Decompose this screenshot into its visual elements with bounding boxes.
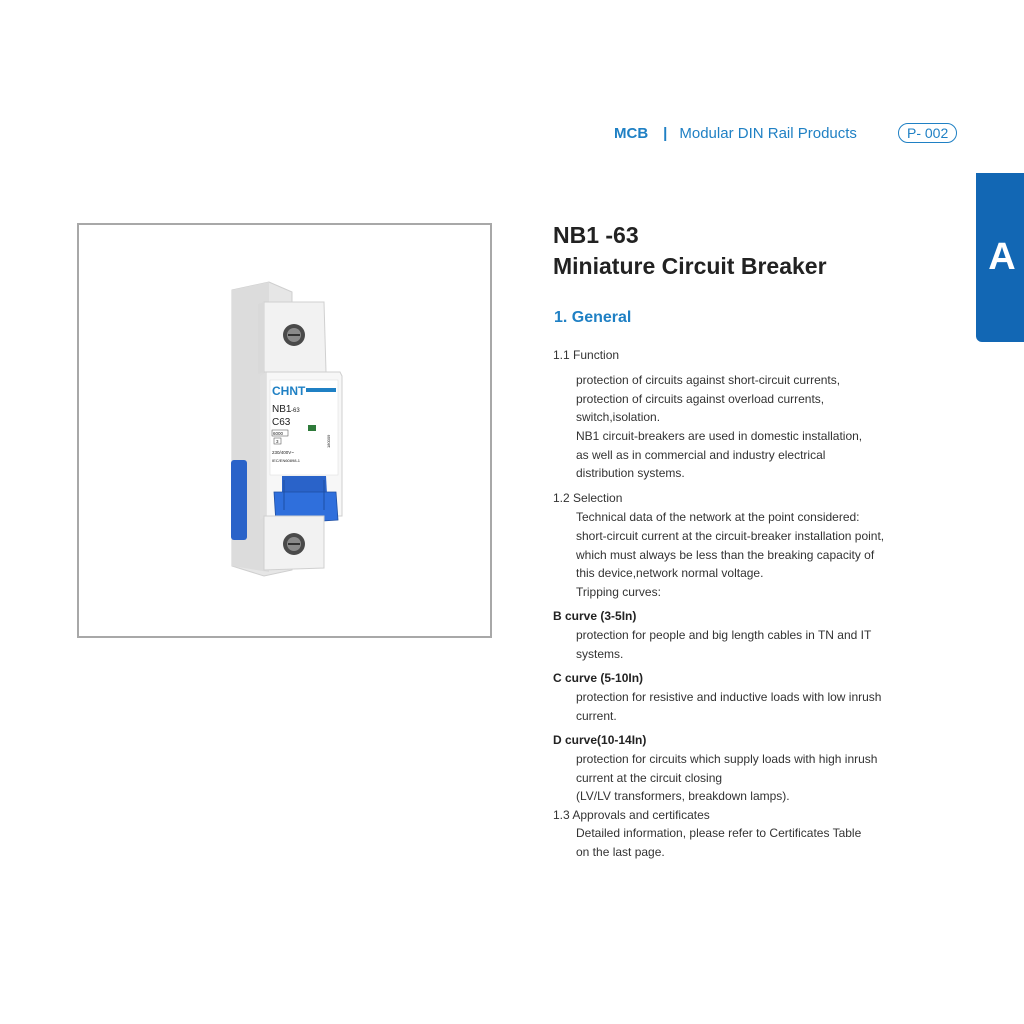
d-curve-line: protection for circuits which supply loads with high inrush: [576, 752, 878, 766]
page-header: [614, 121, 857, 145]
function-line: as well as in commercial and industry electrical: [576, 447, 826, 462]
b-curve-line: systems.: [576, 646, 624, 661]
header-separator: |: [663, 124, 668, 142]
selection-line: this device,network normal voltage.: [576, 566, 764, 580]
function-line: NB1 circuit-breakers are used in domestic installation,: [576, 429, 863, 443]
class-text: 3: [276, 439, 279, 444]
function-line: distribution systems.: [576, 466, 685, 480]
product-subtitle: Miniature Circuit Breaker: [553, 253, 827, 279]
selection-heading: 1.2 Selection: [553, 491, 623, 505]
d-curve-heading: D curve(10-14In): [553, 733, 647, 747]
d-curve-line: current at the circuit closing: [576, 770, 723, 785]
section-tab: [976, 173, 1024, 342]
capacity-text: 6000: [273, 431, 284, 436]
product-image-frame: [77, 223, 492, 638]
code-text: 180009: [326, 434, 331, 448]
function-line: protection of circuits against short-circuit currents,: [576, 373, 841, 387]
selection-line: Tripping curves:: [576, 584, 661, 599]
standard-text: IEC/EN60898-1: [272, 458, 301, 463]
b-curve-line: protection for people and big length cables in TN and IT: [576, 628, 872, 642]
page-number-badge: P- 002: [898, 123, 957, 143]
function-line: switch,isolation.: [576, 410, 661, 424]
brand-text: CHNT: [272, 384, 306, 398]
model-sub-text: -63: [291, 408, 300, 414]
function-heading: 1.1 Function: [553, 348, 620, 362]
voltage-text: 230/400V~: [272, 450, 294, 455]
selection-line: Technical data of the network at the point considered:: [576, 510, 860, 524]
approvals-heading: 1.3 Approvals and certificates: [553, 808, 710, 822]
model-text: NB1: [272, 404, 292, 415]
d-curve-line: (LV/LV transformers, breakdown lamps).: [576, 789, 790, 803]
c-curve-heading: C curve (5-10In): [553, 671, 644, 685]
b-curve-heading: B curve (3-5In): [553, 609, 637, 623]
product-title: NB1 -63: [553, 222, 639, 248]
circuit-breaker-image: [224, 280, 354, 580]
selection-line: short-circuit current at the circuit-breaker installation point,: [576, 529, 885, 543]
approvals-line: Detailed information, please refer to Certificates Table: [576, 826, 862, 840]
function-line: protection of circuits against overload currents,: [576, 391, 825, 406]
c-curve-line: protection for resistive and inductive loads with low inrush: [576, 690, 882, 704]
header-category: Modular DIN Rail Products: [679, 124, 857, 142]
selection-line: which must always be less than the breaking capacity of: [576, 547, 875, 562]
header-section: MCB: [614, 124, 649, 142]
section-heading: 1. General: [554, 309, 632, 326]
approvals-line: on the last page.: [576, 845, 665, 859]
section-tab-letter: A: [988, 236, 1016, 278]
c-curve-line: current.: [576, 708, 617, 723]
rating-text: C63: [272, 417, 291, 428]
